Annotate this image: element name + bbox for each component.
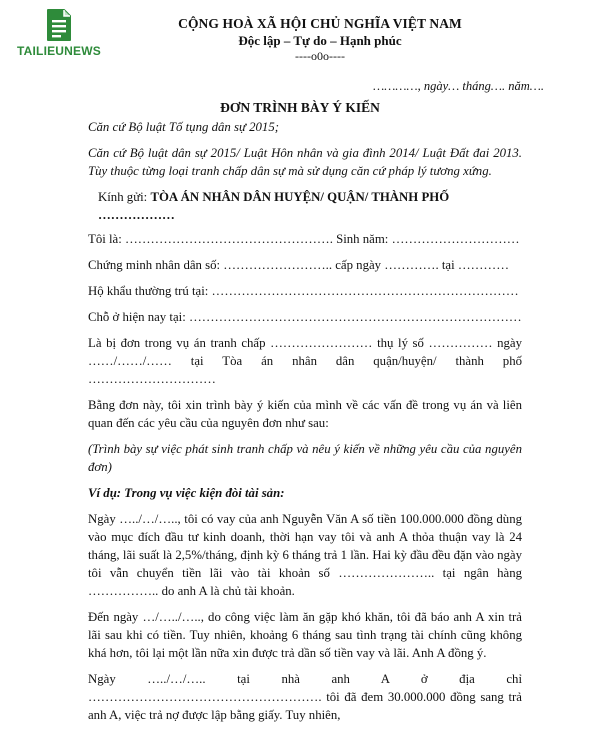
- site-logo: [14, 8, 104, 58]
- legal-basis-1: Căn cứ Bộ luật Tố tụng dân sự 2015;: [88, 120, 279, 134]
- recipient-court: TÒA ÁN NHÂN DÂN HUYỆN/ QUẬN/ THÀNH PHỐ ………………: [98, 190, 450, 222]
- national-header: [160, 16, 480, 64]
- example-paragraph-1: Ngày …../…/….., tôi có vay của anh Nguyễn Văn A số tiền 100.000.000 đồng dùng vào mục đích đầu tư kinh doanh, thời hạn vay tôi và anh A thỏa thuận vay là 24 tháng, lãi suất là 2,5%/tháng, định kỳ 6 tháng trả 1 lần. Hai kỳ đầu đều đặn vào ngày tôi vẫn chuyển tiền lãi vào tài khoản số ………………….. tại ngân hàng …………….. do anh A là chủ tài khoản.: [88, 512, 522, 598]
- dateline: …………, ngày… tháng…. năm….: [373, 79, 544, 93]
- field-defendant: Là bị đơn trong vụ án tranh chấp …………………… thụ lý số …………… ngày ……/……/…… tại Tòa án nhân dân quận/huyện/ thành phố …………………………: [88, 336, 522, 386]
- field-household: Hộ khẩu thường trú tại: ………………………………………………………………: [88, 284, 519, 298]
- document-title: ĐƠN TRÌNH BÀY Ý KIẾN: [220, 100, 380, 115]
- nation-name: CỘNG HOÀ XÃ HỘI CHỦ NGHĨA VIỆT NAM: [178, 16, 462, 31]
- field-name: Tôi là: …………………………………………. Sinh năm: …………………………: [88, 232, 520, 246]
- national-motto: Độc lập – Tự do – Hạnh phúc: [238, 33, 402, 48]
- recipient-label: Kính gửi:: [98, 190, 151, 204]
- example-paragraph-2: Đến ngày …/…../….., do công việc làm ăn gặp khó khăn, tôi đã báo anh A xin trả lãi sau khi có tiền. Tuy nhiên, khoảng 6 tháng sau tình trạng tài chính cũng không khá hơn, tôi lại một lần nữa xin được trả dần số tiền vay và lãi. Anh A đồng ý.: [88, 610, 522, 660]
- header-separator: ----o0o----: [295, 49, 345, 63]
- document-icon: [46, 8, 72, 42]
- field-residence: Chỗ ở hiện nay tại: ……………………………………………………………………: [88, 310, 522, 324]
- document-body: [88, 118, 522, 732]
- recipient: [88, 188, 522, 224]
- legal-basis-2: Căn cứ Bộ luật dân sự 2015/ Luật Hôn nhân và gia đình 2014/ Luật Đất đai 2013. Tùy thuộc từng loại tranh chấp dân sự mà sử dụng căn cứ pháp lý tương xứng.: [88, 146, 522, 178]
- intro-paragraph: Bằng đơn này, tôi xin trình bày ý kiến của mình về các vấn đề trong vụ án và liên quan đến các yêu cầu của nguyên đơn như sau:: [88, 398, 522, 430]
- example-heading: Ví dụ: Trong vụ việc kiện đòi tài sản:: [88, 486, 285, 500]
- logo-text: TAILIEUNEWS: [17, 44, 101, 58]
- instruction-note: (Trình bày sự việc phát sinh tranh chấp và nêu ý kiến về những yêu cầu của nguyên đơn): [88, 442, 522, 474]
- field-id-card: Chứng minh nhân dân số: …………………….. cấp ngày …………. tại …………: [88, 258, 510, 272]
- example-paragraph-3: Ngày …../…/….. tại nhà anh A ở địa chỉ ………………………………………………. tôi đã đem 30.000.000 đồng sang trả anh A, việc trả nợ được lập bằng giấy. Tuy nhiên,: [88, 672, 522, 722]
